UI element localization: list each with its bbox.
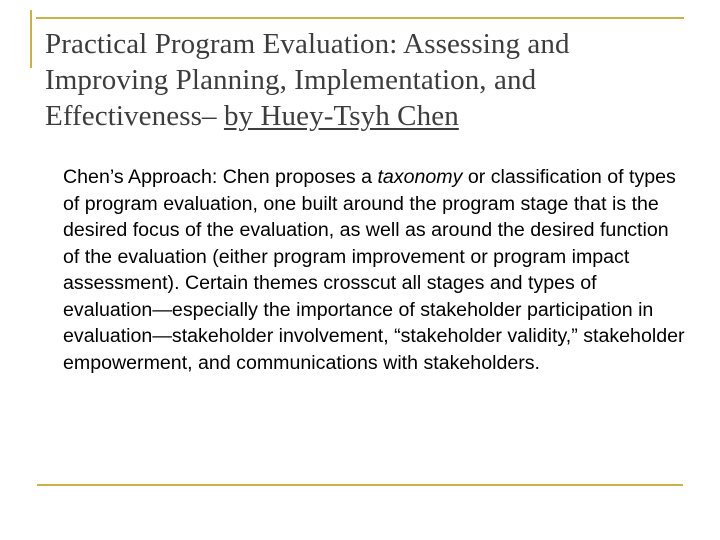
slide-title xyxy=(45,26,685,134)
body-emphasis-taxonomy: taxonomy xyxy=(377,166,463,188)
body-paragraph xyxy=(63,164,688,376)
title-dash: – xyxy=(201,100,224,132)
frame-left-line xyxy=(30,10,32,68)
frame-top-line xyxy=(36,17,684,19)
body-text-start: Chen’s Approach: Chen proposes a xyxy=(63,166,378,188)
title-author: by Huey-Tsyh Chen xyxy=(223,100,459,132)
title-main-text: Practical Program Evaluation: Assessing and Improving Planning, Implementation, and Effectiveness xyxy=(45,28,570,132)
body-text-rest: or classification of types of program evaluation, one built around the program stage that is the desired focus of the evaluation, as well as around the desired function of the evaluation (either program improvement or program impact assessment). Certain themes crosscut all stages and types of evaluation—especially the importance of stakeholder participation in evaluation—stakeholder involvement, “stakeholder validity,” stakeholder empowerment, and communications with stakeholders. xyxy=(63,166,685,374)
frame-bottom-line xyxy=(37,484,683,486)
